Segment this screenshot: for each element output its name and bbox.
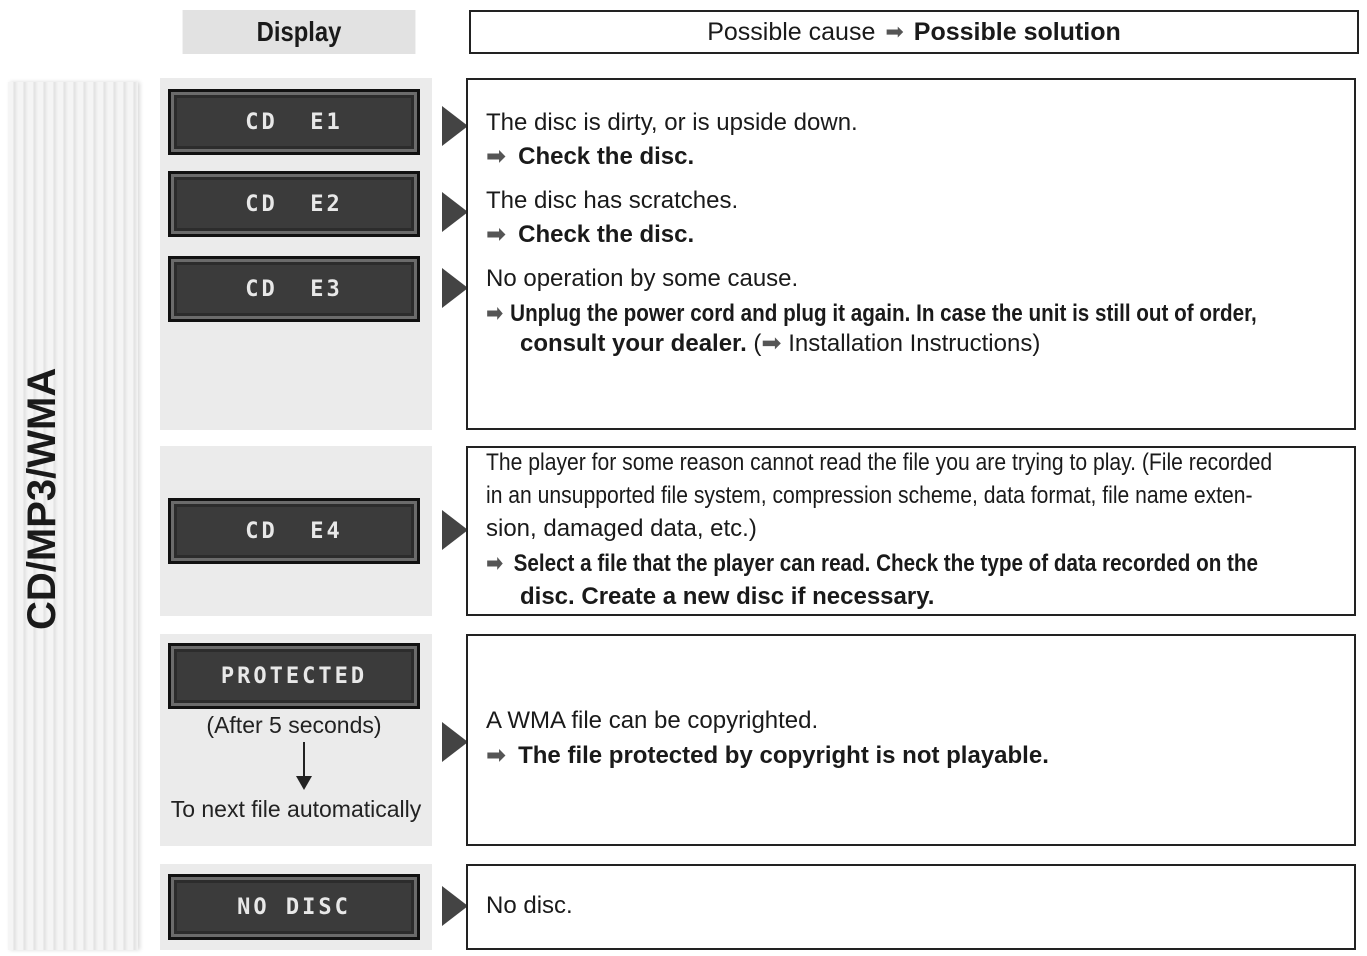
after-delay-caption: (After 5 seconds) — [206, 712, 382, 738]
no-disc-cause: No disc. — [486, 892, 573, 919]
e3-reference: (➡ Installation Instructions) — [753, 330, 1041, 357]
e3-solution — [486, 298, 1257, 329]
e2-solution-text: Check the disc. — [518, 221, 695, 248]
pointer-arrow-icon — [442, 106, 468, 146]
e1-solution-text: Check the disc. — [518, 143, 695, 170]
right-arrow-icon: ➡ — [486, 550, 504, 577]
lcd-display-protected: PROTECTED — [168, 643, 420, 709]
lcd-display-cd-e2: CD E2 — [168, 171, 420, 237]
wma-solution — [486, 740, 1049, 771]
down-arrow-head-icon — [296, 776, 312, 790]
display-column-header — [183, 10, 416, 54]
solution-box-no-disc — [466, 864, 1356, 950]
right-arrow-icon: ➡ — [486, 742, 507, 769]
e1-solution — [486, 141, 694, 172]
e4-solution-continued: disc. Create a new disc if necessary. — [520, 583, 935, 610]
e3-cause: No operation by some cause. — [486, 265, 799, 292]
possible-cause-label: Possible cause — [707, 17, 876, 46]
cause-solution-header — [469, 10, 1359, 54]
right-arrow-icon: ➡ — [885, 19, 904, 44]
right-arrow-icon: ➡ — [761, 330, 782, 357]
next-file-caption: To next file automatically — [170, 796, 422, 822]
right-arrow-icon: ➡ — [486, 221, 507, 248]
e3-reference-text: Installation Instructions — [788, 330, 1033, 357]
lcd-display-no-disc: NO DISC — [168, 874, 420, 940]
e3-solution-continued — [520, 328, 1040, 359]
pointer-arrow-icon — [442, 722, 468, 762]
right-arrow-icon: ➡ — [486, 300, 504, 327]
e4-cause-line-1: The player for some reason cannot read the file you are trying to play. (File recorded — [486, 449, 1273, 476]
section-title: CD/MP3/WMA — [20, 367, 64, 630]
e4-solution — [486, 548, 1258, 579]
wma-cause: A WMA file can be copyrighted. — [486, 707, 819, 734]
right-arrow-icon: ➡ — [486, 143, 507, 170]
e3-solution-text-2: consult your dealer. — [520, 330, 747, 357]
display-header-label: Display — [256, 16, 342, 47]
e4-solution-text-1: Select a file that the player can read. Check the type of data recorded on the — [513, 550, 1259, 577]
lcd-display-cd-e1: CD E1 — [168, 89, 420, 155]
lcd-display-cd-e3: CD E3 — [168, 256, 420, 322]
lcd-display-cd-e4: CD E4 — [168, 498, 420, 564]
pointer-arrow-icon — [442, 192, 468, 232]
pointer-arrow-icon — [442, 886, 468, 926]
e2-solution — [486, 219, 694, 250]
possible-solution-label: Possible solution — [913, 17, 1121, 46]
pointer-arrow-icon — [442, 510, 468, 550]
wma-solution-text: The file protected by copyright is not playable. — [518, 742, 1049, 769]
e1-cause: The disc is dirty, or is upside down. — [486, 109, 858, 136]
e4-cause-line-3: sion, damaged data, etc.) — [486, 515, 757, 542]
e2-cause: The disc has scratches. — [486, 187, 739, 214]
e3-solution-text-1: Unplug the power cord and plug it again. In case the unit is still out of order, — [510, 300, 1257, 327]
pointer-arrow-icon — [442, 268, 468, 308]
e4-cause-line-2: in an unsupported file system, compression scheme, data format, file name exten- — [486, 482, 1253, 509]
